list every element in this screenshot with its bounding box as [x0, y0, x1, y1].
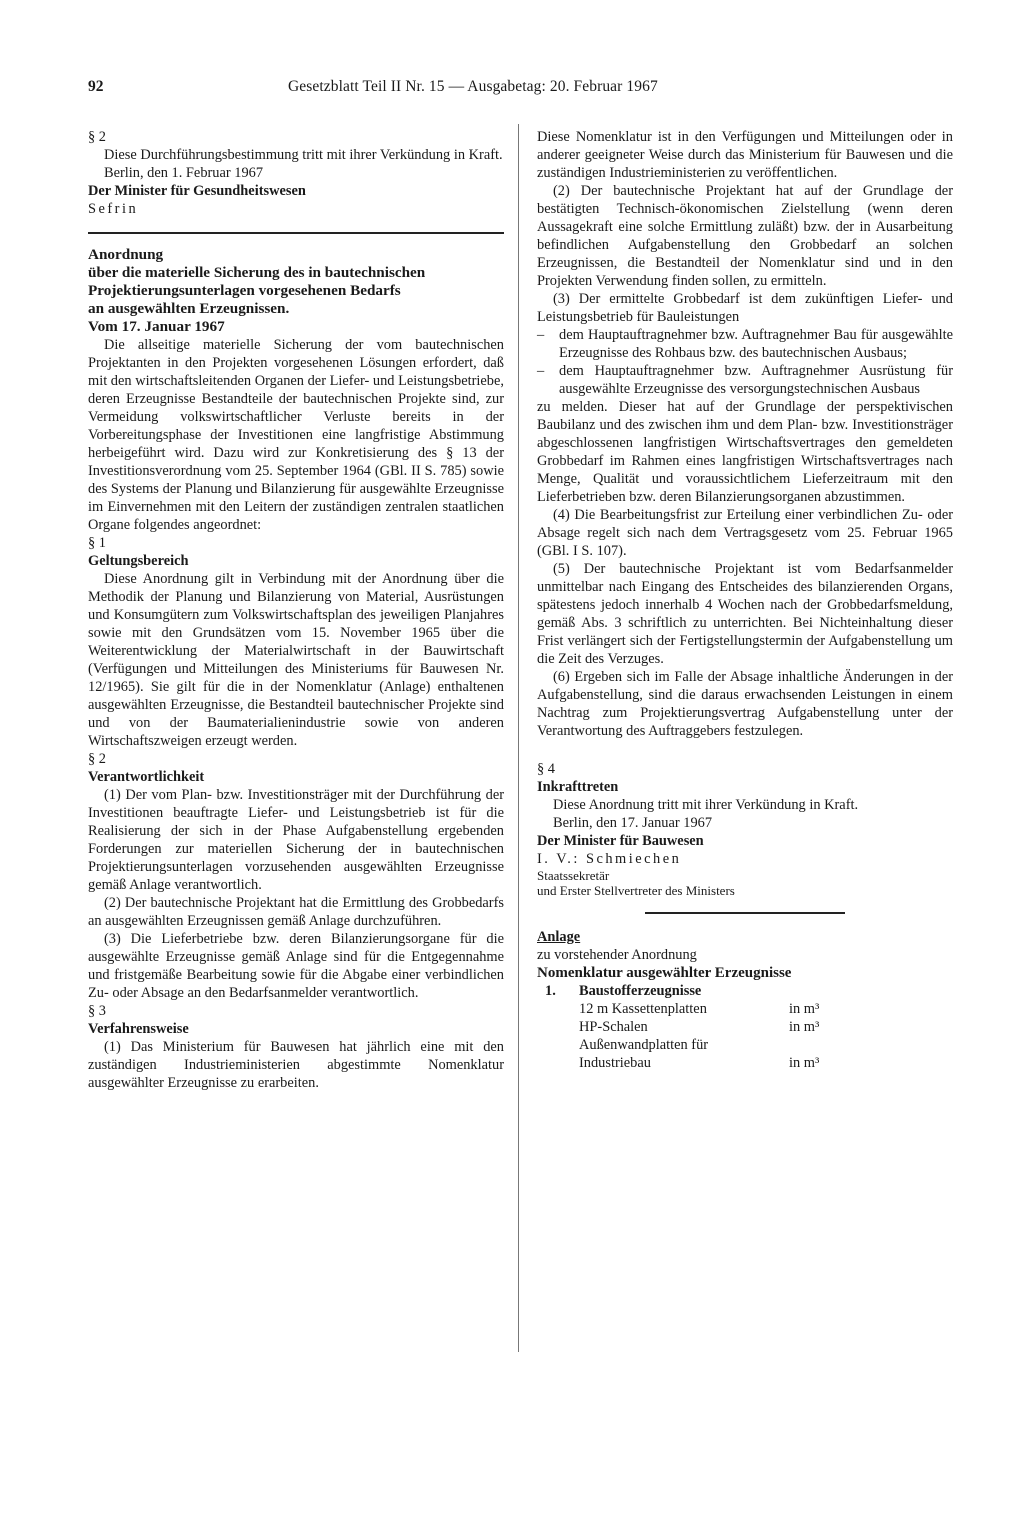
right-column	[537, 128, 953, 1072]
ordinance-date: Vom 17. Januar 1967	[88, 318, 225, 335]
s2-paragraph-3: (3) Die Lieferbetriebe bzw. deren Bilanzierungsorgane für die ausgewählte Erzeugnisse gemäß Anlage sind für die Entgegennahme und fristgemäße Bearbeitung sowie für die Abgabe einer verbindlichen Zu- oder Absage an den Bedarfsanmelder verantwortlich.	[88, 931, 504, 1001]
header-title: Gesetzblatt Teil II Nr. 15 — Ausgabetag: 20. Februar 1967	[288, 78, 658, 95]
s4-signature: I. V.: Schmiechen	[537, 851, 682, 867]
s3-title: Verfahrensweise	[88, 1021, 189, 1037]
item-name: 12 m Kassettenplatten	[579, 1001, 707, 1017]
ordinance-title-3: Projektierungsunterlagen vorgesehenen Bedarfs	[88, 282, 401, 299]
s3-paragraph-4: (4) Die Bearbeitungsfrist zur Erteilung einer verbindlichen Zu- oder Absage regelt sich nach dem Vertragsgesetz vom 25. Februar 1965 (GBl. I S. 107).	[537, 507, 953, 559]
item-unit: in m³	[789, 1001, 820, 1017]
nomenclature-item	[537, 1036, 953, 1054]
s3-paragraph-5: (5) Der bautechnische Projektant ist vom Bedarfsanmelder unmittelbar nach Eingang des Entscheides des bilanzierenden Organs, spätestens jedoch innerhalb 4 Wochen nach der Grobbedarfsmeldung, gemäß Abs. 3 schriftlich zu unterrichten. Bei Nichteinhaltung dieser Frist verlängert sich der Fertigstellungstermin der Aufgabenstellung um die Zeit des Verzuges.	[537, 561, 953, 667]
s3-paragraph-1: (1) Das Ministerium für Bauwesen hat jährlich eine mit den zuständigen Industrieministerien abgestimmte Nomenklatur ausgewählter Erzeugnisse zu erarbeiten.	[88, 1039, 504, 1091]
s3-paragraph-3: (3) Der ermittelte Grobbedarf ist dem zukünftigen Liefer- und Leistungsbetrieb für Bauleistungen	[537, 291, 953, 325]
page-header	[88, 78, 760, 100]
annex-title: Anlage	[537, 929, 581, 945]
column-divider	[518, 124, 519, 1352]
s4-text: Diese Anordnung tritt mit ihrer Verkündung in Kraft.	[553, 797, 859, 813]
s3-paragraph-6: (6) Ergeben sich im Falle der Absage inhaltliche Änderungen in der Aufgabenstellung, sind die daraus erwachsenden Leistungen in einem Nachtrag zum Projektierungsvertrag Aufgabenstellung unter der Verantwortung des Auftraggebers festzulegen.	[537, 669, 953, 739]
ordinance-preamble: Die allseitige materielle Sicherung der vom bautechnischen Projektanten in den Projekten vorgesehenen Lösungen erfordert, daß mit den wirtschaftsleitenden Organen der Liefer- und Leistungsbetriebe, deren Erzeugnisse Bestandteile der bautechnischen Projekte sind, zur Vermeidung volkswirtschaftlicher Verluste bereits in der Vorbereitungsphase der Investitionen eine langfristige Abstimmung herbeigeführt wird. Dazu wird zur Konkretisierung des § 13 der Investitionsverordnung vom 25. September 1964 (GBl. II S. 785) sowie des Systems der Planung und Bilanzierung für ausgewählte Erzeugnisse im Einvernehmen mit den Leitern der zuständigen zentralen staatlichen Organe folgendes angeordnet:	[88, 337, 504, 533]
s4-role-2: und Erster Stellvertreter des Ministers	[537, 883, 735, 898]
s2-title: Verantwortlichkeit	[88, 769, 205, 785]
s3-paragraph-3-continued: zu melden. Dieser hat auf der Grundlage der perspektivischen Baubilanz und des zwischen ihm und dem Plan- bzw. Investitionsträger abgeschlossenen langfristigen Wirtschaftsvertrages den gemeldeten Grobbedarf im Rahmen eines langfristigen Wirtschaftsvertrages nach Menge, Qualität und voraussichtlichem Lieferzeitraum mit den Lieferbetrieben bzw. deren Bilanzierungsorganen abzustimmen.	[537, 399, 953, 505]
prev-minister: Der Minister für Gesundheitswesen	[88, 183, 306, 199]
annex-subtitle: zu vorstehender Anordnung	[537, 947, 697, 963]
s2-number: § 2	[88, 751, 106, 767]
ordinance-title-1: Anordnung	[88, 246, 164, 263]
left-column	[88, 128, 504, 1092]
prev-section-text: Diese Durchführungsbestimmung tritt mit ihrer Verkündung in Kraft.	[104, 147, 503, 163]
item-unit: in m³	[789, 1055, 820, 1071]
dash-item: – dem Hauptauftragnehmer bzw. Auftragnehmer Bau für ausgewählte Erzeugnisse des Rohbaus bzw. des bautechnischen Ausbaus;	[537, 327, 953, 361]
s1-number: § 1	[88, 535, 106, 551]
s3-number: § 3	[88, 1003, 106, 1019]
item-name: HP-Schalen	[579, 1019, 648, 1035]
s3-paragraph-1-continued: Diese Nomenklatur ist in den Verfügungen und Mitteilungen oder in anderer geeigneter Weise durch das Ministerium für Bauwesen und die zuständigen Industrieministerien zu veröffentlichen.	[537, 129, 953, 181]
item-name: Außenwandplatten für	[579, 1037, 709, 1053]
s3-paragraph-2: (2) Der bautechnische Projektant hat auf der Grundlage der bestätigten Technisch-ökonomischen Zielstellung (wenn deren Aussagekraft eine solche Ermittlung zuläßt) bzw. der in Ausarbeitung befindlichen Aufgabenstellung den Grobbedarf an solchen Erzeugnissen, die Bestandteil der Nomenklatur sind und in den Projekten Verwendung finden sollen, zu ermitteln.	[537, 183, 953, 289]
group-number: 1.	[545, 983, 556, 999]
prev-date: Berlin, den 1. Februar 1967	[104, 165, 264, 181]
nomenclature-group	[537, 982, 953, 1000]
dash-item-text: dem Hauptauftragnehmer bzw. Auftragnehmer Ausrüstung für ausgewählte Erzeugnisse des versorgungstechnischen Ausbaus	[559, 363, 953, 397]
item-name: Industriebau	[579, 1055, 651, 1071]
s4-number: § 4	[537, 761, 555, 777]
page-number: 92	[88, 78, 104, 95]
nomenclature-item	[537, 1000, 953, 1018]
signature-divider	[645, 912, 845, 914]
ordinance-title-2: über die materielle Sicherung des in bautechnischen	[88, 264, 426, 281]
section-divider	[88, 232, 504, 234]
s1-text: Diese Anordnung gilt in Verbindung mit der Anordnung über die Methodik der Planung und Bilanzierung von Material, Ausrüstungen und Konsumgütern zum Volkswirtschaftsplan des jeweiligen Planjahres sowie mit den Grundsätzen vom 15. November 1965 über die Weiterentwicklung der Materialwirtschaft in der Bauwirtschaft (Verfügungen und Mitteilungen des Ministeriums für Bauwesen Nr. 12/1965). Sie gilt für die in der Nomenklatur (Anlage) enthaltenen ausgewählten Erzeugnisse, die Bestandteil bautechnischer Projekte sind und von der Baumaterialienindustrie sowie von anderen Wirtschaftszweigen erzeugt werden.	[88, 571, 504, 749]
s2-paragraph-2: (2) Der bautechnische Projektant hat die Ermittlung des Grobbedarfs an ausgewählten Erzeugnissen gemäß Anlage durchzuführen.	[88, 895, 504, 929]
prev-section-number: § 2	[88, 129, 106, 145]
item-unit	[789, 1036, 953, 1054]
s4-date: Berlin, den 17. Januar 1967	[553, 815, 713, 831]
s4-minister: Der Minister für Bauwesen	[537, 833, 704, 849]
dash-item: – dem Hauptauftragnehmer bzw. Auftragnehmer Ausrüstung für ausgewählte Erzeugnisse des versorgungstechnischen Ausbaus	[537, 363, 953, 397]
prev-signature: Sefrin	[88, 201, 139, 217]
nomenclature-item	[537, 1018, 953, 1036]
s1-title: Geltungsbereich	[88, 553, 189, 569]
group-title: Baustofferzeugnisse	[579, 983, 702, 999]
nomenclature-title: Nomenklatur ausgewählter Erzeugnisse	[537, 965, 792, 981]
s4-role-1: Staatssekretär	[537, 868, 610, 883]
s4-title: Inkrafttreten	[537, 779, 619, 795]
item-unit: in m³	[789, 1019, 820, 1035]
nomenclature-item	[537, 1054, 953, 1072]
dash-item-text: dem Hauptauftragnehmer bzw. Auftragnehmer Bau für ausgewählte Erzeugnisse des Rohbaus bzw. des bautechnischen Ausbaus;	[559, 327, 953, 361]
s2-paragraph-1: (1) Der vom Plan- bzw. Investitionsträger mit der Durchführung der Investitionen beauftragte Liefer- und Leistungsbetrieb ist für die Realisierung der sich in der Phase Aufgabenstellung ergebenden Forderungen zur materiellen Sicherung der in bautechnischen Projektierungsunterlagen vorzusehenden ausgewählten Erzeugnisse gemäß Anlage verantwortlich.	[88, 787, 504, 893]
ordinance-title-4: an ausgewählten Erzeugnissen.	[88, 300, 290, 317]
